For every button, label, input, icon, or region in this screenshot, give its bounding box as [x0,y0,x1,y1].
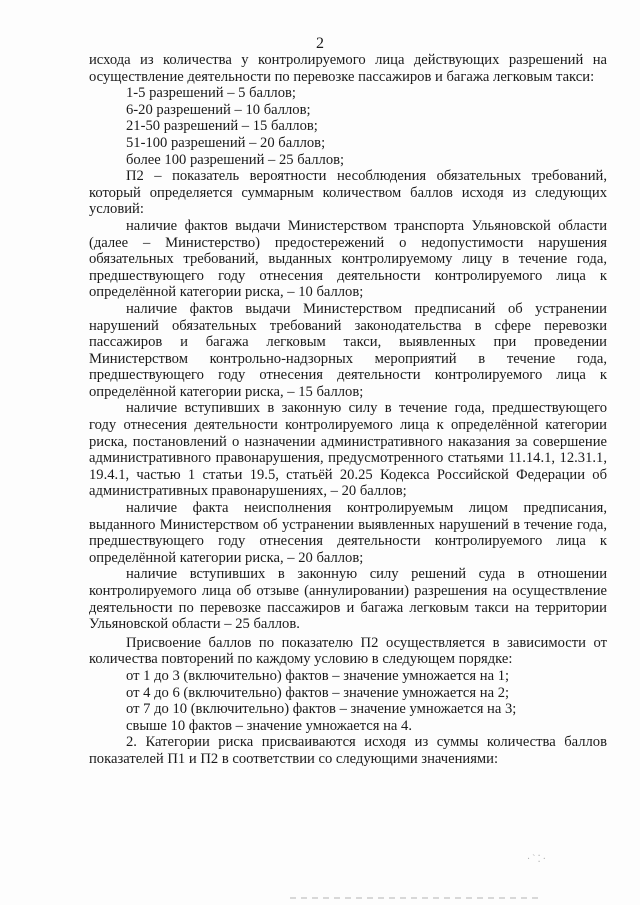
scan-artifact: ·ˋ⁚· [526,854,548,865]
paragraph-multiplier-1: от 1 до 3 (включительно) фактов – значение умножается на 1; [126,667,510,684]
list-item-permits-1-5: 1-5 разрешений – 5 баллов; [126,85,296,102]
paragraph-multiplier-3: от 7 до 10 (включительно) фактов – значение умножается на 3; [126,701,517,718]
paragraph-condition-penalties: наличие вступивших в законную силу в течение года, предшествующего году отнесения деятельности контролируемого лица к определённой категории риска, постановлений о назначении административного наказания за совершение административного правонарушения, предусмотренного статьями 11.14.1, 12.31.1, 19.4.1, частью 1 статьи 19.5, статьёй 20.25 Кодекса Российской Федерации об административных правонарушениях, – 20 баллов; [89,400,607,500]
paragraph-multiplier-4: свыше 10 фактов – значение умножается на 4. [126,717,413,734]
paragraph-scoring-order: Присвоение баллов по показателю П2 осуществляется в зависимости от количества повторений по каждому условию в следующем порядке: [89,634,607,668]
paragraph-condition-court: наличие вступивших в законную силу решений суда в отношении контролируемого лица об отзыве (аннулировании) разрешения на осуществление деятельности по перевозке пассажиров и багажа легковым такси на территории Ульяновской области – 25 баллов. [89,566,607,633]
scan-artifact-line [290,897,540,899]
list-item-permits-21-50: 21-50 разрешений – 15 баллов; [126,118,318,135]
list-item-permits-over-100: более 100 разрешений – 25 баллов; [126,151,345,168]
paragraph-condition-non-compliance: наличие факта неисполнения контролируемым лицом предписания, выданного Министерством об устранении выявленных нарушений в течение года, предшествующего году отнесения деятельности контролируемого лица к определённой категории риска, – 20 баллов; [89,500,607,566]
list-item-permits-51-100: 51-100 разрешений – 20 баллов; [126,134,326,151]
paragraph-risk-categories: 2. Категории риска присваиваются исходя из суммы количества баллов показателей П1 и П2 в соответствии со следующими значениями: [89,734,607,767]
list-item-permits-6-20: 6-20 разрешений – 10 баллов; [126,101,311,118]
document-body [89,52,607,768]
page-number: 2 [316,35,324,52]
paragraph-condition-orders: наличие фактов выдачи Министерством предписаний об устранении нарушений обязательных требований законодательства в сфере перевозки пассажиров и багажа легковым такси, выявленных при проведении Министерством контрольно-надзорных мероприятий в течение года, предшествующего году отнесения деятельности контролируемого лица к определённой категории риска, – 15 баллов; [89,300,607,400]
paragraph-condition-warnings: наличие фактов выдачи Министерством транспорта Ульяновской области (далее – Министерство) предостережений о недопустимости нарушения обязательных требований, выданных контролируемому лицу в течение года, предшествующего году отнесения деятельности контролируемого лица к определённой категории риска, – 10 баллов; [89,217,607,301]
paragraph-multiplier-2: от 4 до 6 (включительно) фактов – значение умножается на 2; [126,684,510,701]
paragraph-p2-definition: П2 – показатель вероятности несоблюдения обязательных требований, который определяется суммарным количеством баллов исходя из следующих условий: [89,168,607,218]
paragraph-continuation: исхода из количества у контролируемого лица действующих разрешений на осуществление деятельности по перевозке пассажиров и багажа легковым такси: [89,52,607,85]
